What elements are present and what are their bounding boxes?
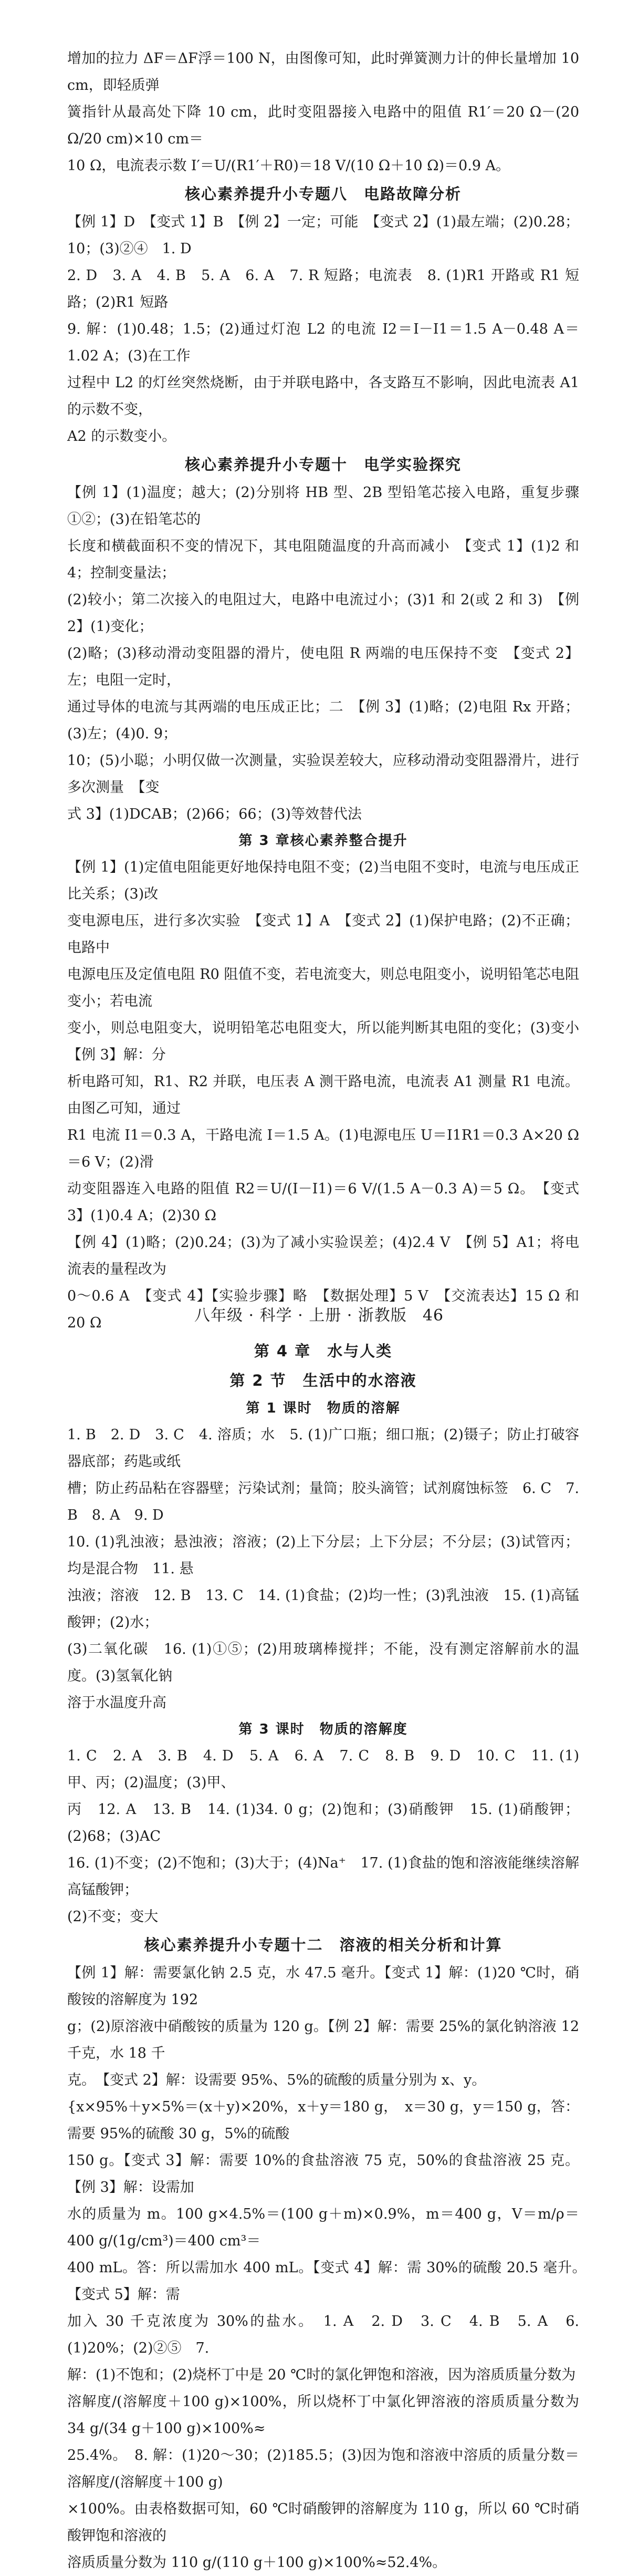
answer-line: 1. C 2. A 3. B 4. D 5. A 6. A 7. C 8. B 9. D 10. C 11. (1)甲、丙；(2)温度；(3)甲、 [67, 1748, 579, 1791]
answer-line: g；(2)原溶液中硝酸铵的质量为 120 g。【例 2】解：需要 25%的氯化钠溶液 12 千克，水 18 千 [67, 2018, 579, 2062]
answer-line: 电源电压及定值电阻 R0 阻值不变，若电流变大，则总电阻变小，说明铅笔芯电阻变小；若电流 [67, 966, 579, 1009]
section-heading: 核心素养提升小专题八 电路故障分析 [184, 185, 462, 203]
subsection-heading: 第 3 章核心素养整合提升 [238, 833, 408, 849]
answer-line: 【例 1】D 【变式 1】B 【例 2】一定；可能 【变式 2】(1)最左端；(2)0.28；10；(3)②④ 1. D [67, 214, 579, 257]
section-heading: 第 4 章 水与人类 [254, 1342, 393, 1360]
answer-line: (3)二氧化碳 16. (1)①⑤；(2)用玻璃棒搅拌；不能，没有测定溶解前水的温度。(3)氢氧化钠 [67, 1641, 579, 1684]
answer-line: 长度和横截面积不变的情况下，其电阻随温度的升高而减小 【变式 1】(1)2 和 4；控制变量法； [67, 538, 579, 581]
answer-line: 25.4%。 8. 解：(1)20～30；(2)185.5；(3)因为饱和溶液中溶质的质量分数＝溶解度/(溶解度＋100 g) [67, 2447, 579, 2490]
subsection-heading: 第 1 课时 物质的溶解 [246, 1400, 401, 1416]
footer-label: 八年级 · 科学 · 上册 · 浙教版 [194, 1306, 407, 1325]
answer-line: 16. (1)不变；(2)不饱和；(3)大于；(4)Na⁺ 17. (1)食盐的饱和溶液能继续溶解高锰酸钾； [67, 1855, 579, 1898]
section-heading: 核心素养提升小专题十 电学实验探究 [184, 456, 462, 473]
answer-line: 析电路可知，R1、R2 并联，电压表 A 测干路电流，电流表 A1 测量 R1 电流。由图乙可知，通过 [67, 1074, 579, 1117]
answer-line: (2)不变；变大 [67, 1909, 159, 1925]
answer-line: 通过导体的电流与其两端的电压成正比；二 【例 3】(1)略；(2)电阻 Rx 开路；(3)左；(4)0. 9； [67, 699, 579, 742]
answer-line: 【例 1】解：需要氯化钠 2.5 克，水 47.5 毫升。【变式 1】解：(1)20 ℃时，硝酸铵的溶解度为 192 [67, 1965, 579, 2008]
answer-line: 槽；防止药品粘在容器壁；污染试剂；量筒；胶头滴管；试剂腐蚀标签 6. C 7. B 8. A 9. D [67, 1480, 579, 1523]
answer-line: 10；(5)小聪；小明仅做一次测量，实验误差较大，应移动滑动变阻器滑片，进行多次测量 【变 [67, 753, 579, 796]
answer-line: ×100%。由表格数据可知，60 ℃时硝酸钾的溶解度为 110 g，所以 60 ℃时硝酸钾饱和溶液的 [67, 2501, 579, 2544]
answer-line: 溶解度/(溶解度＋100 g)×100%，所以烧杯丁中氯化钾溶液的溶质质量分数为 34 g/(34 g＋100 g)×100%≈ [67, 2394, 579, 2437]
answer-line: R1 电流 I1＝0.3 A，干路电流 I＝1.5 A。(1)电源电压 U＝I1R1＝0.3 A×20 Ω＝6 V；(2)滑 [67, 1127, 579, 1170]
answer-line: {x×95%＋y×5%＝(x＋y)×20%，x＋y＝180 g， x＝30 g，y＝150 g，答：需要 95%的硫酸 30 g，5%的硫酸 [67, 2099, 579, 2142]
answer-line: (2)略；(3)移动滑动变阻器的滑片，使电阻 R 两端的电压保持不变 【变式 2】左；电阻一定时， [67, 645, 579, 688]
answer-line: 150 g。【变式 3】解：需要 10%的食盐溶液 75 克，50%的食盐溶液 25 克。【例 3】解：设需加 [67, 2152, 579, 2196]
answer-line: 10 Ω，电流表示数 I′＝U/(R1′＋R0)＝18 V/(10 Ω＋10 Ω)＝0.9 A。 [67, 158, 510, 174]
answer-line: 【例 1】(1)温度；越大；(2)分别将 HB 型、2B 型铅笔芯接入电路，重复步骤①②；(3)在铅笔芯的 [67, 485, 579, 528]
section-heading: 核心素养提升小专题十二 溶液的相关分析和计算 [144, 1936, 503, 1954]
answer-line: 增加的拉力 ΔF＝ΔF浮＝100 N，由图像可知，此时弹簧测力计的伸长量增加 10 cm，即轻质弹 [67, 50, 579, 94]
answer-line: 【例 1】(1)定值电阻能更好地保持电阻不变；(2)当电阻不变时，电流与电压成正比关系；(3)改 [67, 859, 579, 902]
answer-line: 10. (1)乳浊液；悬浊液；溶液；(2)上下分层；上下分层；不分层；(3)试管丙；均是混合物 11. 悬 [67, 1534, 579, 1577]
answer-line: 0～0.6 A 【变式 4】【实验步骤】略 【数据处理】5 V 【交流表达】15 Ω 和 20 Ω [67, 1288, 579, 1331]
answer-line: 1. B 2. D 3. C 4. 溶质；水 5. (1)广口瓶；细口瓶；(2)镊子；防止打破容器底部；药匙或纸 [67, 1427, 579, 1470]
answer-line: 9. 解：(1)0.48；1.5；(2)通过灯泡 L2 的电流 I2＝I－I1＝1.5 A－0.48 A＝1.02 A；(3)在工作 [67, 321, 579, 364]
answer-line: 【例 4】(1)略；(2)0.24；(3)为了减小实验误差；(4)2.4 V 【例 5】A1；将电流表的量程改为 [67, 1234, 579, 1277]
answer-line: 溶于水温度升高 [67, 1695, 166, 1711]
answer-line: 动变阻器连入电路的阻值 R2＝U/(I－I1)＝6 V/(1.5 A－0.3 A)＝5 Ω。 【变式 3】(1)0.4 A；(2)30 Ω [67, 1181, 579, 1224]
subsection-heading: 第 3 课时 物质的溶解度 [238, 1722, 408, 1737]
answer-line: 丙 12. A 13. B 14. (1)34. 0 g；(2)饱和；(3)硝酸钾 15. (1)硝酸钾；(2)68；(3)AC [67, 1801, 579, 1845]
page-footer [0, 1302, 638, 1325]
answer-line: 克。 【变式 2】解：设需要 95%、5%的硫酸的质量分别为 x、y。 [67, 2072, 486, 2088]
answer-line: 400 mL。答：所以需加水 400 mL。【变式 4】解：需 30%的硫酸 20.5 毫升。 【变式 5】解：需 [67, 2260, 593, 2303]
page-number: 46 [422, 1306, 444, 1325]
answer-line: 变电源电压，进行多次实验 【变式 1】A 【变式 2】(1)保护电路；(2)不正确；电路中 [67, 913, 579, 956]
answer-line: 式 3】(1)DCAB；(2)66；66；(3)等效替代法 [67, 806, 362, 822]
answer-line: A2 的示数变小。 [67, 428, 176, 445]
answer-line: 水的质量为 m。100 g×4.5%＝(100 g＋m)×0.9%，m＝400 g，V＝m/ρ＝400 g/(1g/cm³)＝400 cm³＝ [67, 2206, 579, 2249]
section-heading: 第 2 节 生活中的水溶液 [229, 1372, 417, 1389]
answer-line: 过程中 L2 的灯丝突然烧断，由于并联电路中，各支路互不影响，因此电流表 A1 的示数不变， [67, 375, 579, 418]
answer-line: 加入 30 千克浓度为 30%的盐水。 1. A 2. D 3. C 4. B 5. A 6. (1)20%；(2)②⑤ 7. [67, 2313, 579, 2356]
answer-line: (2)较小；第二次接入的电阻过大，电路中电流过小；(3)1 和 2(或 2 和 3) 【例 2】(1)变化； [67, 592, 579, 635]
answer-line: 簧指针从最高处下降 10 cm，此时变阻器接入电路中的阻值 R1′＝20 Ω－(20 Ω/20 cm)×10 cm＝ [67, 104, 579, 147]
answer-line: 浊液；溶液 12. B 13. C 14. (1)食盐；(2)均一性；(3)乳浊液 15. (1)高锰酸钾；(2)水； [67, 1588, 579, 1631]
answer-line: 2. D 3. A 4. B 5. A 6. A 7. R 短路；电流表 8. (1)R1 开路或 R1 短路；(2)R1 短路 [67, 267, 579, 311]
answer-line: 变小，则总电阻变大，说明铅笔芯电阻变大，所以能判断其电阻的变化；(3)变小 【例 3】解：分 [67, 1020, 593, 1063]
answer-line: 溶质质量分数为 110 g/(110 g＋100 g)×100%≈52.4%。 [67, 2554, 447, 2571]
answer-line: 解：(1)不饱和；(2)烧杯丁中是 20 ℃时的氯化钾饱和溶液，因为溶质质量分数为 [67, 2367, 576, 2383]
